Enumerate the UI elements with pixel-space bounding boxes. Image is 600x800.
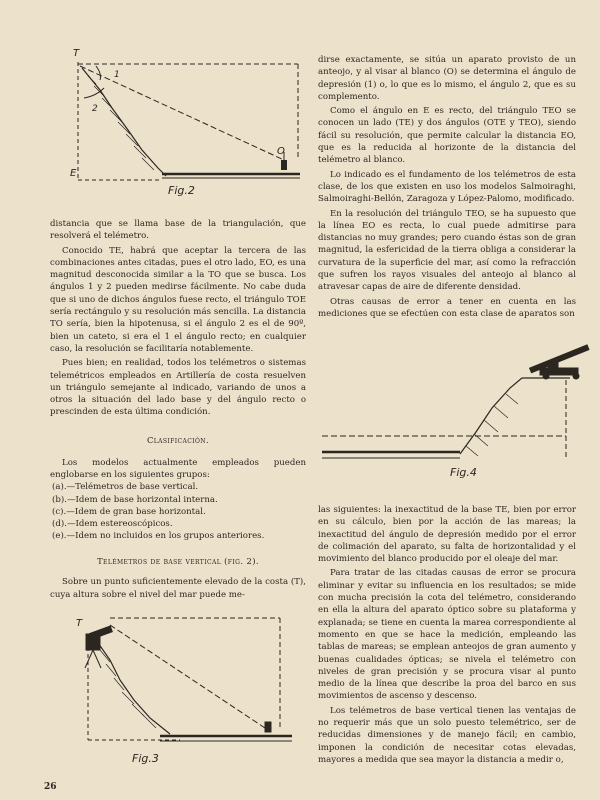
right-paragraph-4: En la resolución del triángulo TEO, se ha supuesto que la línea EO es recta, lo cual puede admitirse para distancias no muy grandes; pero cuando éstas son de gran magnitud, la esfericidad de la tierra obliga a considerar la curvatura de la superficie del mar, así como la refracción que sufren los rayos visuales del anteojo al blanco al atravesar capas de aire de diferente densidad. <box>318 208 576 293</box>
left-paragraph-5: Sobre un punto suficientemente elevado de la costa (T), cuya altura sobre el nivel del mar puede me- <box>50 577 306 600</box>
right-paragraph-8: Los telémetros de base vertical tienen las ventajas de no requerir más que un solo puesto telemétrico, ser de reducidas dimensiones y de manejo fácil; en cambio, imponen la condición de necesitar cotas elevadas, mayores a medida que sea mayor la distancia a medir o, <box>318 705 576 765</box>
right-paragraph-3: Lo indicado es el fundamento de los telémetros de esta clase, de los que existen en uso los modelos Salmoiraghi, Salmoiraghi-Bellón, Zaragoza y López-Palomo, modificado. <box>318 169 576 205</box>
fig3-label-t: T <box>76 618 83 629</box>
left-paragraph-2: Conocido TE, habrá que aceptar la tercera de las combinaciones antes citadas, pues el otro lado, EO, es una magnitud desconocida similar a la TO que se busca. Los ángulos 1 y 2 pueden medirse fácilmente. No cabe duda que si uno de dichos ángulos fuese recto, el triángulo TOE sería rectángulo y su resolución más sencilla. La distancia TO sería, bien la hipotenusa, si el ángulo 2 es el de 90º, bien un cateto, si era el 1 el ángulo recto; en cualquier caso, la resolución se facilitaría notablemente. <box>50 245 306 354</box>
left-paragraph-3: Pues bien; en realidad, todos los telémetros o sistemas telemétricos empleados en Artillería de costa resuelven un triángulo semejante al indicado, variando de unos a otros la situación del lado base y del ángulo recto o prescinden de esta última condición. <box>50 358 306 418</box>
heading-base-vertical: Telémetros de base vertical (fig. 2). <box>97 556 259 567</box>
left-column <box>50 218 306 601</box>
right-column-bottom <box>318 504 576 766</box>
fig2-label-t: T <box>73 48 80 59</box>
group-item: (c).—Idem de gran base horizontal. <box>52 506 206 517</box>
left-paragraph-1: distancia que se llama base de la triangulación, que resolverá el telémetro. <box>50 219 306 242</box>
group-item: (b).—Idem de base horizontal interna. <box>52 494 218 505</box>
left-paragraph-4: Los modelos actualmente empleados pueden englobarse en los siguientes grupos: <box>50 457 306 481</box>
fig2-caption: Fig.2 <box>168 184 195 197</box>
group-item: (d).—Idem estereoscópicos. <box>52 518 173 529</box>
right-column-top <box>318 54 576 320</box>
fig3-caption: Fig.3 <box>132 752 159 765</box>
fig4-caption: Fig.4 <box>450 466 477 479</box>
right-paragraph-6: las siguientes: la inexactitud de la base TE, bien por error en su cálculo, bien por la acción de las mareas; la inexactitud del ángulo de depresión medido por el error de colimación del aparato, su falta de horizontalidad y el movimiento del blanco producido por el oleaje del mar. <box>318 505 576 565</box>
groups-list <box>50 481 306 542</box>
fig2-label-o: O <box>277 146 285 157</box>
fig2-label-1: 1 <box>114 70 120 80</box>
right-paragraph-7: Para tratar de las citadas causas de error se procura eliminar y evitar su influencia en los resultados; se mide con mucha precisión la cota del telémetro, considerando en ella la altura del aparato óptico sobre su plataforma y explanada; se tiene en cuenta la marea correspondiente al momento en que se hace la medición, empleando las tablas de mareas; se emplean anteojos de gran aumento y buenas cualidades ópticas; se nivela el telémetro con niveles de gran precisión y se procura visar al punto medio de la línea que describe la proa del barco en sus movimientos de ascenso y descenso. <box>318 568 576 702</box>
page-number: 26 <box>44 782 57 792</box>
right-paragraph-5: Otras causas de error a tener en cuenta en las mediciones que se efectúen con esta clase de aparatos son <box>318 296 576 319</box>
fig2-label-e: E <box>70 168 77 179</box>
right-paragraph-2: Como el ángulo en E es recto, del triángulo TEO se conocen un lado (TE) y dos ángulos (OTE y TEO), siendo fácil su resolución, que permite calcular la distancia EO, que es la reducida al horizonte de la distancia del telémetro al blanco. <box>318 106 576 166</box>
group-item: (e).—Idem no incluidos en los grupos anteriores. <box>52 531 265 542</box>
group-item: (a).—Telémetros de base vertical. <box>52 482 199 493</box>
heading-clasificacion: Clasificación. <box>146 434 210 445</box>
fig2-label-2: 2 <box>92 104 98 114</box>
right-paragraph-1: dirse exactamente, se sitúa un aparato provisto de un anteojo, y al visar al blanco (O) se determina el ángulo de depresión (1) o, lo que es lo mismo, el ángulo 2, que es su complemento. <box>318 55 576 102</box>
